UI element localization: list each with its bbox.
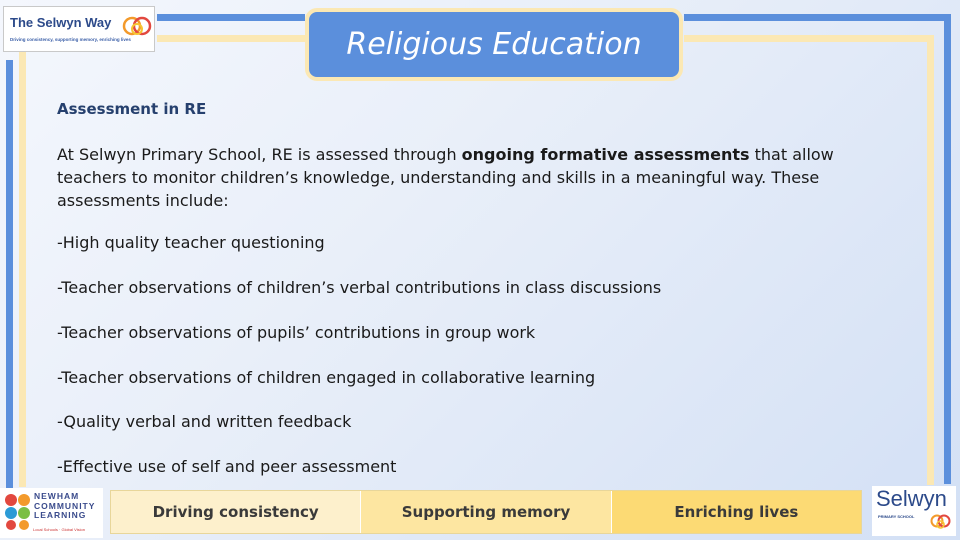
list-item: -Teacher observations of pupils’ contributions in group work: [57, 323, 536, 342]
frame-top-blue-right: [684, 14, 950, 21]
ncl-line-3: LEARNING: [34, 510, 87, 520]
rings-icon: [930, 512, 952, 532]
page-title: Religious Education: [346, 27, 642, 62]
title-banner: [305, 8, 683, 81]
list-item: -Effective use of self and peer assessment: [57, 457, 397, 476]
list-item: -Teacher observations of children engaged in collaborative learning: [57, 368, 596, 387]
intro-bold-text: ongoing formative assessments: [461, 145, 750, 164]
value-driving-consistency: Driving consistency: [111, 491, 361, 533]
frame-top-blue-left: [157, 14, 305, 21]
ncl-line-1: NEWHAM: [34, 491, 80, 501]
ncl-line-2: COMMUNITY: [34, 500, 96, 511]
intro-text-before: At Selwyn Primary School, RE is assessed through: [57, 145, 462, 164]
ncl-subline: Local Schools · Global Vision: [33, 527, 85, 532]
selwyn-primary-logo: [872, 486, 956, 536]
logo-tagline: Driving consistency, supporting memory, enriching lives: [10, 37, 131, 42]
list-item: -Quality verbal and written feedback: [57, 412, 352, 431]
newham-community-learning-logo: [0, 488, 103, 538]
intro-text-after: that allow teachers to monitor children’s knowledge, understanding and skills in a meaningful way. These assessments include:: [57, 145, 834, 210]
frame-right-blue: [944, 14, 951, 484]
value-enriching-lives: Enriching lives: [612, 491, 861, 533]
frame-top-cream-right: [684, 35, 934, 42]
list-item: -High quality teacher questioning: [57, 233, 325, 252]
section-heading: Assessment in RE: [57, 100, 207, 118]
selwyn-subline: PRIMARY SCHOOL: [878, 514, 915, 519]
frame-left-cream: [19, 42, 26, 487]
frame-left-blue: [6, 60, 13, 500]
frame-top-cream-left: [157, 35, 305, 42]
values-footer: [110, 490, 862, 534]
rings-icon: [122, 14, 154, 38]
puzzle-dots-icon: [3, 492, 33, 532]
value-supporting-memory: Supporting memory: [361, 491, 611, 533]
intro-paragraph: [57, 143, 887, 212]
logo-title: The Selwyn Way: [10, 15, 112, 30]
selwyn-wordmark: Selwyn: [876, 486, 947, 511]
frame-right-cream: [927, 35, 934, 485]
selwyn-way-logo: [3, 6, 155, 52]
list-item: -Teacher observations of children’s verbal contributions in class discussions: [57, 278, 662, 297]
ncl-wordmark: [34, 492, 95, 521]
